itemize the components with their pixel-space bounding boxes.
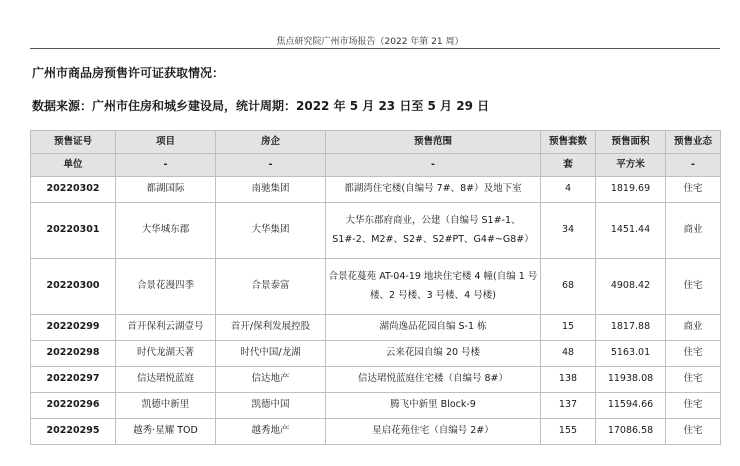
unit-type: - [666, 154, 721, 177]
area-cell: 4908.42 [596, 259, 666, 315]
developer-cell: 合景泰富 [216, 259, 326, 315]
presale-permit-table [30, 130, 721, 445]
developer-cell: 凯德中国 [216, 393, 326, 419]
project-cell: 时代龙湖天著 [116, 341, 216, 367]
project-cell: 凯德中新里 [116, 393, 216, 419]
table-row [31, 177, 721, 203]
project-cell: 越秀·星耀 TOD [116, 419, 216, 445]
scope-cell: 腾飞中新里 Block-9 [326, 393, 541, 419]
scope-cell: 星启花苑住宅（自编号 2#） [326, 419, 541, 445]
col-header-developer: 房企 [216, 131, 326, 154]
unit-project: - [116, 154, 216, 177]
developer-cell: 信达地产 [216, 367, 326, 393]
unit-row [31, 154, 721, 177]
units-cell: 15 [541, 315, 596, 341]
type-cell: 住宅 [666, 419, 721, 445]
permit-no-cell: 20220297 [31, 367, 116, 393]
type-cell: 商业 [666, 203, 721, 259]
project-cell: 都湖国际 [116, 177, 216, 203]
units-cell: 34 [541, 203, 596, 259]
permit-no-cell: 20220300 [31, 259, 116, 315]
col-header-permit-no: 预售证号 [31, 131, 116, 154]
col-header-units: 预售套数 [541, 131, 596, 154]
developer-cell: 南驰集团 [216, 177, 326, 203]
section-title: 广州市商品房预售许可证获取情况： [32, 66, 225, 80]
area-cell: 5163.01 [596, 341, 666, 367]
project-cell: 合景花漫四季 [116, 259, 216, 315]
permit-no-cell: 20220298 [31, 341, 116, 367]
unit-permit-no: 单位 [31, 154, 116, 177]
type-cell: 住宅 [666, 177, 721, 203]
scope-cell: 合景花蔓苑 AT-04-19 地块住宅楼 4 幢(自编 1 号楼、2 号楼、3 号楼、4 号楼) [326, 259, 541, 315]
col-header-scope: 预售范围 [326, 131, 541, 154]
units-cell: 68 [541, 259, 596, 315]
developer-cell: 大华集团 [216, 203, 326, 259]
area-cell: 1819.69 [596, 177, 666, 203]
type-cell: 住宅 [666, 259, 721, 315]
unit-units: 套 [541, 154, 596, 177]
table-row [31, 419, 721, 445]
permit-no-cell: 20220295 [31, 419, 116, 445]
area-cell: 1451.44 [596, 203, 666, 259]
developer-cell: 首开/保利发展控股 [216, 315, 326, 341]
units-cell: 48 [541, 341, 596, 367]
col-header-type: 预售业态 [666, 131, 721, 154]
col-header-project: 项目 [116, 131, 216, 154]
permit-no-cell: 20220296 [31, 393, 116, 419]
project-cell: 信达珺悦蓝庭 [116, 367, 216, 393]
scope-cell: 湖尚逸品花园自编 S-1 栋 [326, 315, 541, 341]
col-header-area: 预售面积 [596, 131, 666, 154]
table-header-row [31, 131, 721, 154]
scope-cell: 都湖湾住宅楼(自编号 7#、8#）及地下室 [326, 177, 541, 203]
permit-no-cell: 20220301 [31, 203, 116, 259]
unit-developer: - [216, 154, 326, 177]
area-cell: 11594.66 [596, 393, 666, 419]
units-cell: 4 [541, 177, 596, 203]
type-cell: 住宅 [666, 393, 721, 419]
type-cell: 住宅 [666, 341, 721, 367]
table-row [31, 259, 721, 315]
header-divider [30, 48, 720, 49]
scope-cell: 大华东郡府商业，公建（自编号 S1#-1、S1#-2、M2#、S2#、S2#PT、G4#~G8#） [326, 203, 541, 259]
area-cell: 1817.88 [596, 315, 666, 341]
unit-area: 平方米 [596, 154, 666, 177]
units-cell: 155 [541, 419, 596, 445]
table-row [31, 367, 721, 393]
project-cell: 首开保利云湖壹号 [116, 315, 216, 341]
developer-cell: 时代中国/龙湖 [216, 341, 326, 367]
scope-cell: 云来花园自编 20 号楼 [326, 341, 541, 367]
area-cell: 11938.08 [596, 367, 666, 393]
table-row [31, 393, 721, 419]
units-cell: 137 [541, 393, 596, 419]
permit-no-cell: 20220302 [31, 177, 116, 203]
type-cell: 住宅 [666, 367, 721, 393]
unit-scope: - [326, 154, 541, 177]
type-cell: 商业 [666, 315, 721, 341]
table-row [31, 203, 721, 259]
report-header: 焦点研究院广州市场报告（2022 年第 21 周） [276, 37, 464, 47]
area-cell: 17086.58 [596, 419, 666, 445]
project-cell: 大华城东郡 [116, 203, 216, 259]
table-row [31, 341, 721, 367]
developer-cell: 越秀地产 [216, 419, 326, 445]
data-source-line: 数据来源：广州市住房和城乡建设局，统计周期：2022 年 5 月 23 日至 5 月 29 日 [32, 99, 490, 113]
scope-cell: 信达珺悦蓝庭住宅楼（自编号 8#） [326, 367, 541, 393]
table-row [31, 315, 721, 341]
permit-no-cell: 20220299 [31, 315, 116, 341]
units-cell: 138 [541, 367, 596, 393]
